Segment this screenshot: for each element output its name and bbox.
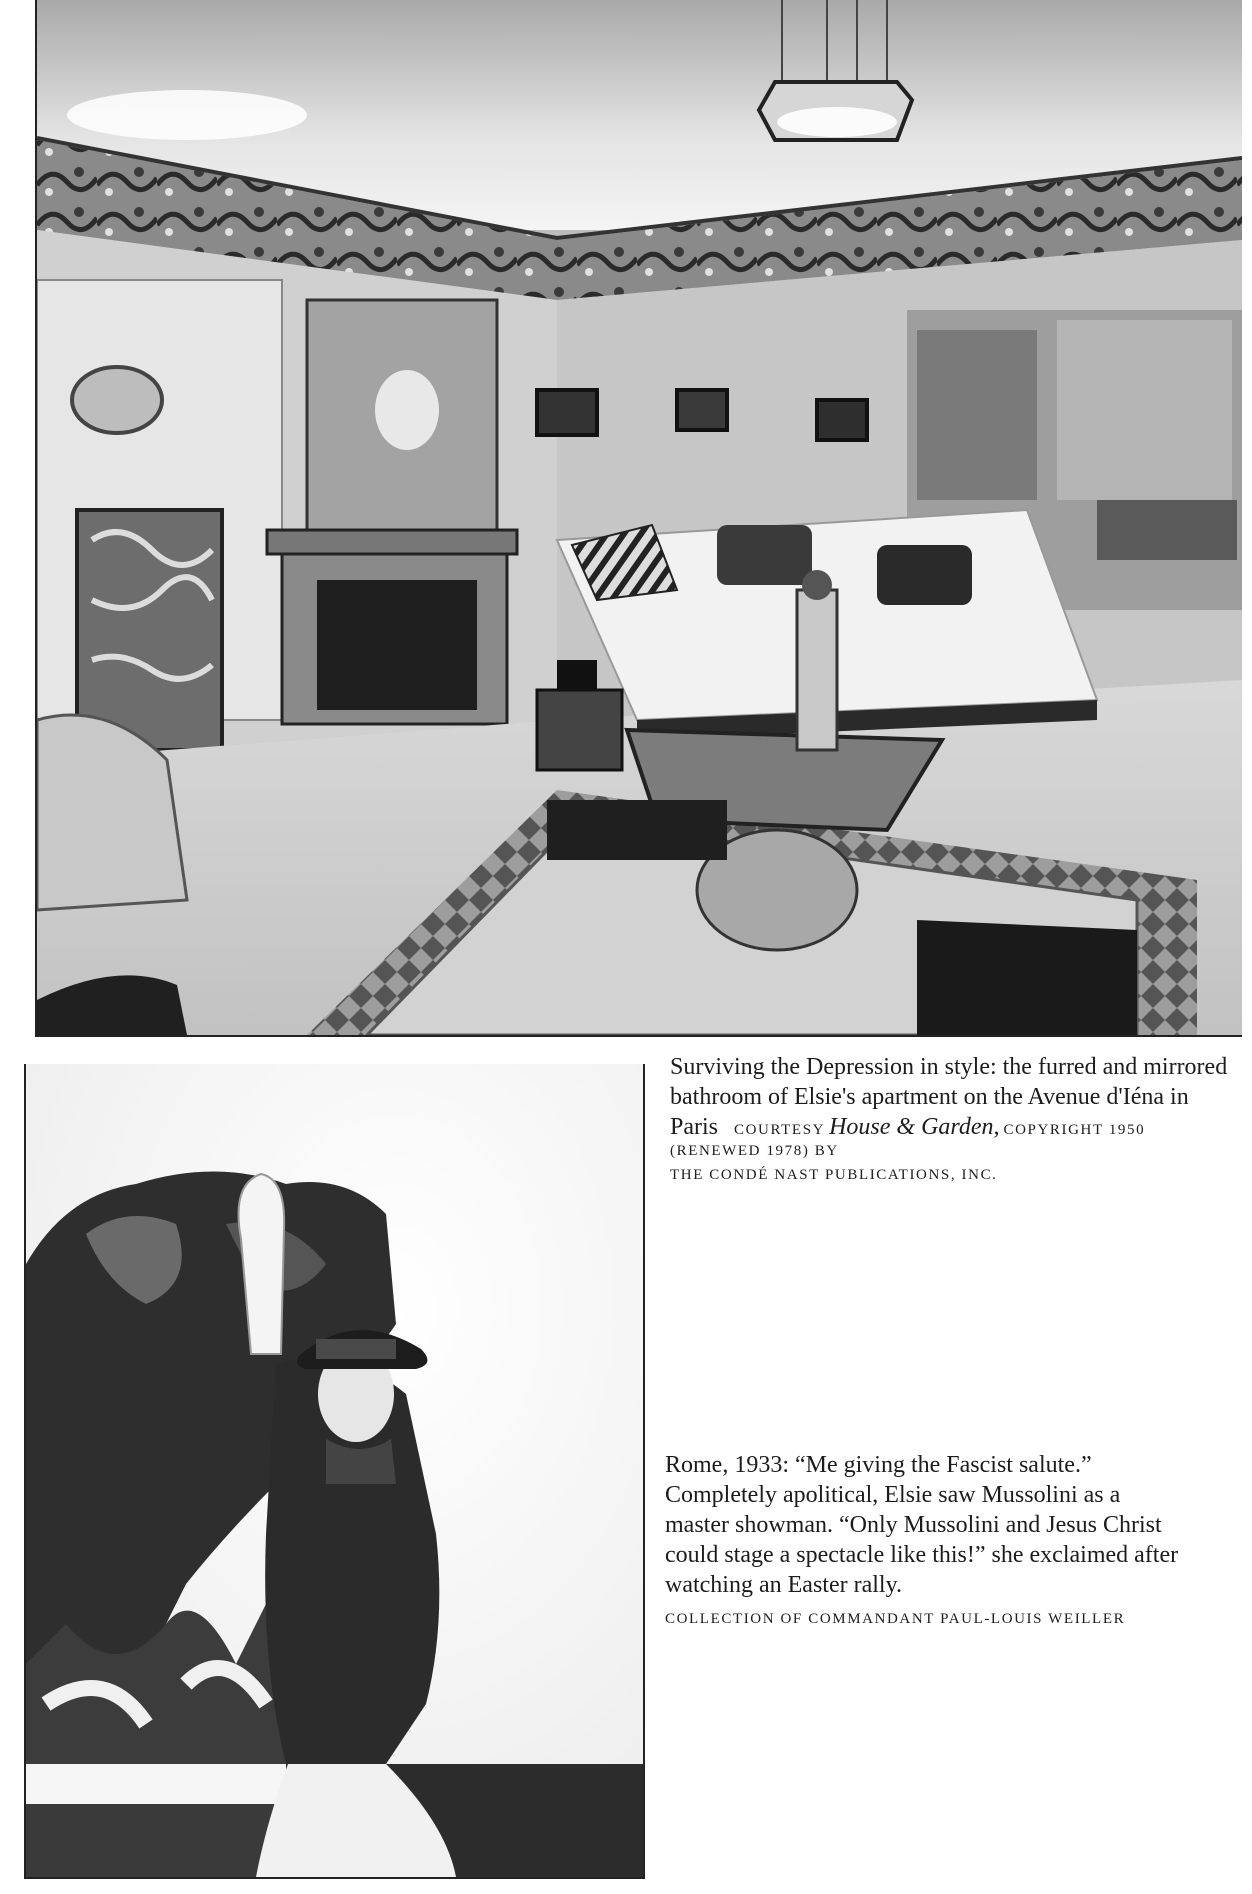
- interior-photo-caption: [670, 1052, 1230, 1190]
- rome-photo-caption: [665, 1450, 1185, 1634]
- rome-salute-photo: [24, 1064, 645, 1879]
- interior-credit-copyright: COPYRIGHT 1950 (RENEWED 1978) BY: [670, 1122, 1146, 1159]
- interior-caption-text: Surviving the Depression in style: the furred and mirrored bathroom of Elsie's apartment on the Avenue d'Iéna in Paris: [670, 1054, 1228, 1140]
- interior-credit-publication: House & Garden,: [829, 1114, 1000, 1140]
- interior-photo: [35, 0, 1242, 1037]
- rome-credit: COLLECTION OF COMMANDANT PAUL-LOUIS WEILLER: [665, 1611, 1126, 1627]
- interior-credit-publisher: THE CONDÉ NAST PUBLICATIONS, INC.: [670, 1167, 998, 1183]
- interior-credit-prefix: COURTESY: [734, 1122, 826, 1138]
- interior-photo-image: [37, 0, 1242, 1035]
- rome-salute-photo-image: [26, 1064, 643, 1877]
- rome-caption-text: Rome, 1933: “Me giving the Fascist salute.” Completely apolitical, Elsie saw Mussolini as a master showman. “Only Mussolini and Jesus Christ could stage a spectacle like this!” she exclaimed after watching an Easter rally.: [665, 1452, 1179, 1598]
